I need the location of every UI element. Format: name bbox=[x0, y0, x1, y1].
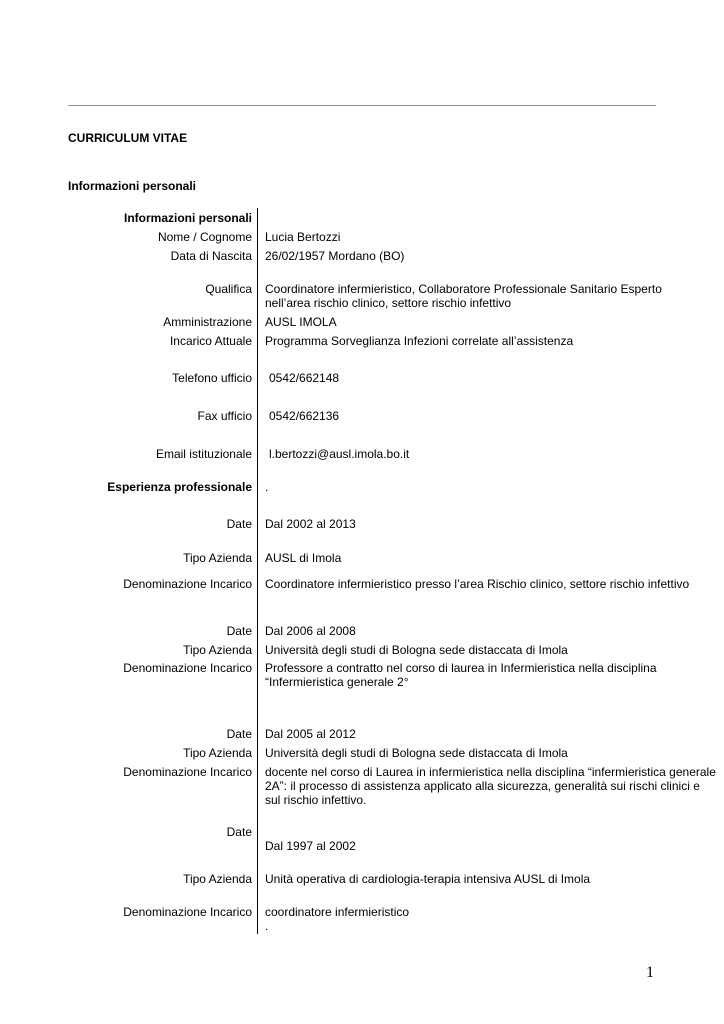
amministrazione-label: Amministrazione bbox=[163, 315, 252, 329]
telefono-label: Telefono ufficio bbox=[172, 371, 252, 385]
entry-denominazione-line: sul rischio infettivo. bbox=[265, 793, 367, 807]
entry-tipo-label: Tipo Azienda bbox=[183, 872, 252, 886]
amministrazione-value: AUSL IMOLA bbox=[265, 315, 337, 329]
entry-denominazione-line: “Infermieristica generale 2° bbox=[265, 675, 409, 689]
entry-denominazione-label: Denominazione Incarico bbox=[123, 905, 252, 919]
qualifica-value-line1: Coordinatore infermieristico, Collaboratore Professionale Sanitario Esperto bbox=[265, 282, 662, 296]
experience-header: Esperienza professionale bbox=[107, 480, 252, 494]
entry-date-label: Date bbox=[226, 517, 252, 531]
email-label: Email istituzionale bbox=[155, 447, 252, 461]
entry-date-value: Dal 1997 al 2002 bbox=[265, 839, 356, 853]
column-divider bbox=[257, 208, 258, 934]
fax-value: 0542/662136 bbox=[269, 409, 340, 423]
entry-denominazione-line: coordinatore infermieristico bbox=[265, 905, 410, 919]
incarico-label: Incarico Attuale bbox=[169, 334, 252, 348]
entry-denominazione-line: 2A”: il processo di assistenza applicato alla sicurezza, generalità sui rischi clinici e bbox=[265, 779, 700, 793]
entry-date-value: Dal 2002 al 2013 bbox=[265, 517, 356, 531]
personal-info-header: Informazioni personali bbox=[123, 211, 252, 225]
telefono-value: 0542/662148 bbox=[269, 371, 340, 385]
entry-denominazione-line: docente nel corso di Laurea in infermieristica nella disciplina “infermieristica generale bbox=[265, 765, 716, 779]
qualifica-label: Qualifica bbox=[205, 282, 252, 296]
entry-date-label: Date bbox=[226, 624, 252, 638]
entry-tipo-value: AUSL di Imola bbox=[265, 551, 342, 565]
entry-tipo-label: Tipo Azienda bbox=[183, 643, 252, 657]
email-value: l.bertozzi@ausl.imola.bo.it bbox=[269, 447, 410, 461]
entry-tipo-label: Tipo Azienda bbox=[183, 551, 252, 565]
incarico-value: Programma Sorveglianza Infezioni correlate all’assistenza bbox=[265, 334, 574, 348]
section-heading: Informazioni personali bbox=[68, 179, 197, 193]
document-title: CURRICULUM VITAE bbox=[68, 131, 188, 145]
entry-tipo-value: Università degli studi di Bologna sede distaccata di Imola bbox=[265, 643, 568, 657]
entry-denominazione-line: Coordinatore infermieristico presso l’area Rischio clinico, settore rischio infettivo bbox=[265, 577, 690, 591]
qualifica-value-line2: nell’area rischio clinico, settore rischio infettivo bbox=[265, 296, 512, 310]
entry-date-label: Date bbox=[226, 825, 252, 839]
entry-date-value: Dal 2006 al 2008 bbox=[265, 624, 356, 638]
header-rule bbox=[68, 105, 656, 106]
experience-header-value: . bbox=[265, 480, 269, 494]
entry-denominazione-label: Denominazione Incarico bbox=[123, 765, 252, 779]
entry-denominazione-line: . bbox=[265, 919, 269, 933]
name-value: Lucia Bertozzi bbox=[265, 230, 341, 244]
fax-label: Fax ufficio bbox=[197, 409, 252, 423]
entry-date-label: Date bbox=[226, 727, 252, 741]
birth-label: Data di Nascita bbox=[170, 249, 252, 263]
entry-denominazione-line: Professore a contratto nel corso di laurea in Infermieristica nella disciplina bbox=[265, 661, 657, 675]
birth-value: 26/02/1957 Mordano (BO) bbox=[265, 249, 405, 263]
page-number: 1 bbox=[646, 964, 654, 981]
entry-tipo-value: Unità operativa di cardiologia-terapia intensiva AUSL di Imola bbox=[265, 872, 591, 886]
entry-tipo-value: Università degli studi di Bologna sede distaccata di Imola bbox=[265, 746, 568, 760]
entry-denominazione-label: Denominazione Incarico bbox=[123, 577, 252, 591]
entry-date-value: Dal 2005 al 2012 bbox=[265, 727, 356, 741]
entry-tipo-label: Tipo Azienda bbox=[183, 746, 252, 760]
name-label: Nome / Cognome bbox=[157, 230, 252, 244]
entry-denominazione-label: Denominazione Incarico bbox=[123, 661, 252, 675]
